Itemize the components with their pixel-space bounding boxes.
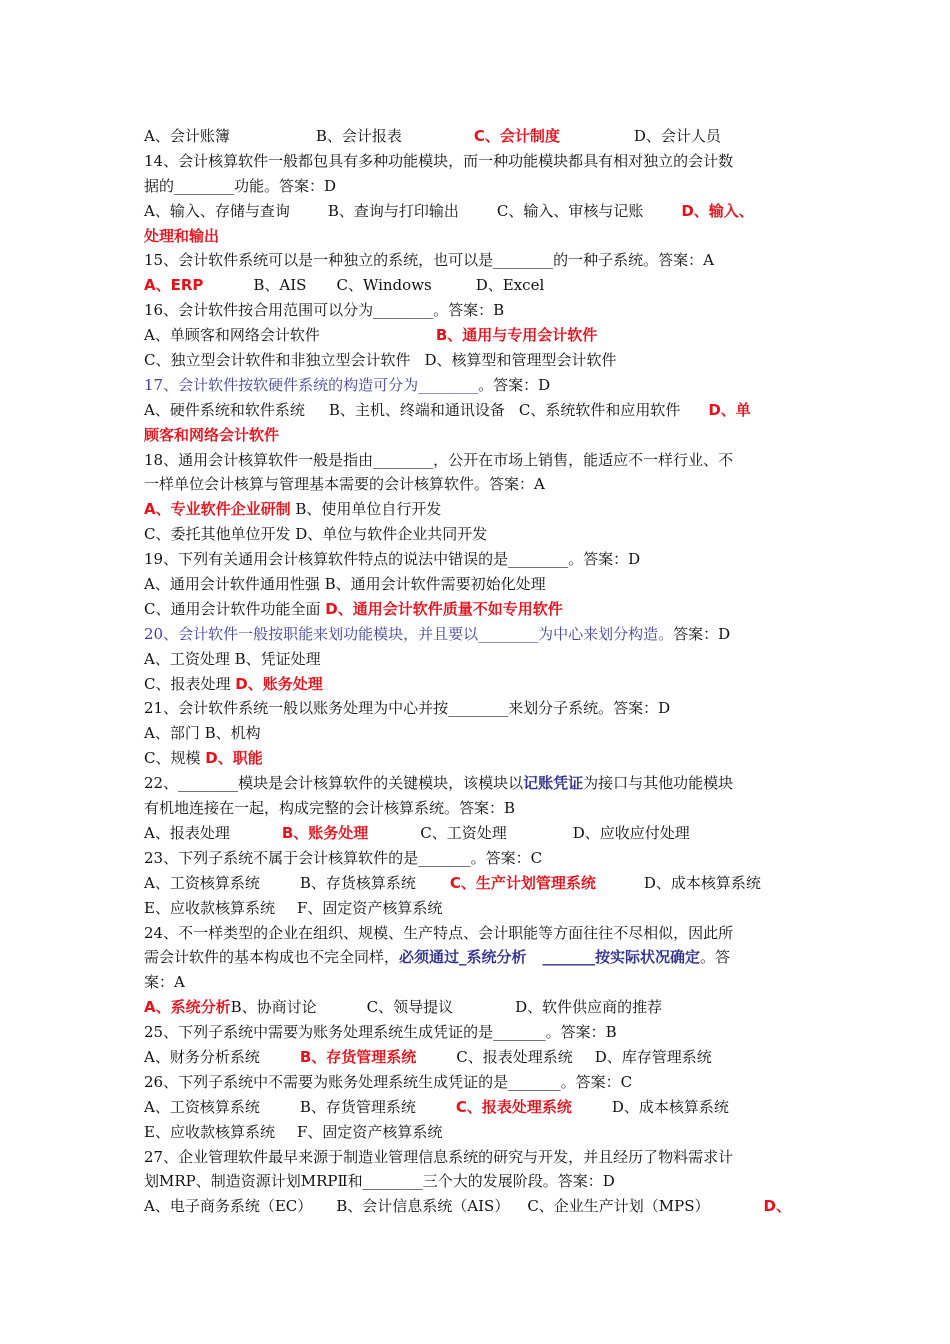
text-segment: 为接口与其他功能模块 — [583, 774, 734, 793]
text-line — [144, 821, 808, 846]
text-segment: C、系统软件和应用软件 — [518, 400, 681, 419]
text-segment: B、查询与打印输出 — [327, 201, 459, 220]
answer-highlight: D、账务处理 — [235, 674, 323, 693]
text-segment: A、输入、存储与查询 — [144, 201, 290, 220]
answer-highlight: C、生产计划管理系统 — [449, 873, 596, 892]
answer-highlight: A、系统分析 — [144, 998, 231, 1017]
text-line — [144, 771, 808, 796]
text-segment: 27、企业管理软件最早来源于制造业管理信息系统的研究与开发，并且经历了物料需求计 — [144, 1147, 734, 1166]
text-line — [144, 174, 808, 199]
text-segment: D、核算型和管理型会计软件 — [424, 351, 617, 370]
text-segment: B、会计信息系统（AIS） — [336, 1197, 510, 1216]
text-line — [144, 721, 808, 746]
text-line — [144, 423, 808, 448]
text-line — [144, 224, 808, 249]
text-line — [144, 298, 808, 323]
text-segment: F、固定资产核算系统 — [296, 1122, 443, 1141]
text-line — [144, 448, 808, 473]
text-segment: D、Excel — [475, 276, 545, 295]
text-segment: A、会计账簿 — [144, 127, 230, 145]
text-segment: C、通用会计软件功能全面 — [144, 599, 326, 618]
text-line — [144, 522, 808, 547]
text-segment: B、主机、终端和通讯设备 — [328, 400, 505, 419]
text-segment: B、使用单位自行开发 — [290, 500, 442, 519]
text-line — [144, 273, 808, 298]
text-line — [144, 373, 808, 398]
text-segment: B、存货管理系统 — [299, 1097, 416, 1116]
text-segment: 。答 — [700, 948, 731, 967]
text-segment: B、AIS — [253, 276, 307, 295]
text-segment: A、工资核算系统 — [144, 873, 260, 892]
text-line — [144, 572, 808, 597]
text-segment: 18、通用会计核算软件一般是指由________，公开在市场上销售，能适应不一样行业、不 — [144, 450, 734, 469]
text-segment: F、固定资产核算系统 — [296, 898, 443, 917]
text-segment: D、会计人员 — [633, 127, 721, 145]
text-line — [144, 323, 808, 348]
text-segment: C、领导提议 — [366, 998, 454, 1017]
text-line — [144, 921, 808, 946]
text-segment: C、Windows — [336, 276, 432, 295]
text-segment: 16、会计软件按合用范围可以分为________。答案：B — [144, 301, 505, 320]
text-segment: A、单顾客和网络会计软件 — [144, 326, 320, 345]
text-segment: C、工资处理 — [420, 823, 507, 842]
answer-highlight: C、会计制度 — [473, 127, 560, 145]
text-segment: A、工资处理 B、凭证处理 — [144, 649, 321, 668]
text-segment: 有机地连接在一起，构成完整的会计核算系统。答案：B — [144, 799, 516, 818]
text-line — [144, 1095, 808, 1120]
text-segment: A、硬件系统和软件系统 — [144, 400, 305, 419]
emphasis-text: 记账凭证 — [523, 774, 584, 793]
text-line — [144, 672, 808, 697]
text-line — [144, 472, 808, 497]
text-segment: C、规模 — [144, 749, 206, 768]
text-line — [144, 1194, 808, 1219]
text-line — [144, 348, 808, 373]
text-segment: A、报表处理 — [144, 823, 230, 842]
text-line — [144, 497, 808, 522]
text-segment: 26、下列子系统中不需要为账务处理系统生成凭证的是_______。答案：C — [144, 1072, 633, 1091]
text-segment: 据的________功能。答案：D — [144, 176, 337, 195]
text-segment: C、输入、审核与记账 — [496, 201, 644, 220]
text-segment: 14、会计核算软件一般都包具有多种功能模块，而一种功能模块都具有相对独立的会计数 — [144, 151, 734, 170]
text-segment: 21、会计软件系统一般以账务处理为中心并按________来划分子系统。答案：D — [144, 699, 671, 718]
text-line — [144, 248, 808, 273]
text-line — [144, 1169, 808, 1194]
emphasis-text: _______按实际状况确定 — [542, 948, 701, 967]
text-segment: D、库存管理系统 — [594, 1047, 712, 1066]
answer-highlight: 处理和输出 — [144, 226, 220, 245]
answer-highlight: 顾客和网络会计软件 — [144, 425, 280, 444]
text-line — [144, 796, 808, 821]
answer-highlight: A、专业软件企业研制 — [144, 500, 291, 519]
answer-highlight: B、通用与专用会计软件 — [435, 326, 598, 345]
text-segment: C、报表处理 — [144, 674, 236, 693]
text-segment: 22、________模块是会计核算软件的关键模块，该模块以 — [144, 774, 524, 793]
answer-highlight: D、职能 — [205, 749, 263, 768]
text-segment: A、通用会计软件通用性强 B、通用会计软件需要初始化处理 — [144, 575, 546, 594]
text-line — [144, 995, 808, 1020]
text-segment: 需会计软件的基本构成也不完全同样， — [144, 948, 400, 967]
document-page — [144, 124, 808, 1219]
text-segment: E、应收款核算系统 — [144, 898, 275, 917]
text-segment: A、部门 B、机构 — [144, 724, 261, 743]
text-segment: C、报表处理系统 — [456, 1047, 573, 1066]
text-line — [144, 970, 808, 995]
text-line — [144, 149, 808, 174]
text-segment: 23、下列子系统不属于会计核算软件的是_______。答案：C — [144, 848, 543, 867]
text-line — [144, 945, 808, 970]
answer-highlight: D、通用会计软件质量不如专用软件 — [325, 599, 563, 618]
text-line — [144, 696, 808, 721]
text-segment: C、委托其他单位开发 D、单位与软件企业共同开发 — [144, 525, 488, 544]
text-segment: B、存货核算系统 — [299, 873, 416, 892]
text-line — [144, 1045, 808, 1070]
text-line — [144, 871, 808, 896]
text-segment: B、会计报表 — [315, 127, 402, 145]
text-line — [144, 622, 808, 647]
text-segment: E、应收款核算系统 — [144, 1122, 275, 1141]
emphasis-text: 20、会计软件一般按职能来划功能模块，并且要以________为中心来划分构造。 — [144, 624, 674, 643]
emphasis-text: 17、 — [144, 375, 179, 394]
text-segment: 。答案：D — [478, 375, 551, 394]
text-segment: A、财务分析系统 — [144, 1047, 260, 1066]
text-segment: D、软件供应商的推荐 — [515, 998, 663, 1017]
text-segment: A、电子商务系统（EC） — [144, 1197, 313, 1216]
text-segment: D、成本核算系统 — [643, 873, 761, 892]
answer-highlight: B、存货管理系统 — [299, 1047, 417, 1066]
emphasis-text: 会计软件按软硬件系统的构造可分为________ — [178, 375, 479, 394]
text-segment: 24、不一样类型的企业在组织、规模、生产特点、会计职能等方面往往不尽相似，因此所 — [144, 923, 734, 942]
text-line — [144, 199, 808, 224]
text-segment: D、成本核算系统 — [611, 1097, 729, 1116]
text-segment: 案：A — [144, 973, 185, 992]
emphasis-text: 必须通过_系统分析 — [399, 948, 527, 967]
text-segment: 答案：D — [673, 624, 731, 643]
text-line — [144, 597, 808, 622]
text-line — [144, 1020, 808, 1045]
answer-highlight: A、ERP — [144, 276, 204, 295]
answer-highlight: C、报表处理系统 — [455, 1097, 572, 1116]
answer-highlight: B、账务处理 — [281, 823, 369, 842]
text-segment: C、独立型会计软件和非独立型会计软件 — [144, 351, 411, 370]
text-segment: D、应收应付处理 — [572, 823, 690, 842]
text-segment: B、协商讨论 — [230, 998, 317, 1017]
answer-highlight: D、单 — [708, 400, 751, 419]
text-line — [144, 1070, 808, 1095]
text-line — [144, 896, 808, 921]
text-line — [144, 124, 808, 149]
text-line — [144, 1145, 808, 1170]
text-line — [144, 846, 808, 871]
text-line — [144, 1120, 808, 1145]
text-segment: A、工资核算系统 — [144, 1097, 260, 1116]
answer-highlight: D、输入、 — [681, 201, 754, 220]
text-line — [144, 647, 808, 672]
text-line — [144, 398, 808, 423]
text-segment: 划MRP、制造资源计划MRPⅡ和________三个大的发展阶段。答案：D — [144, 1172, 615, 1191]
text-segment: 一样单位会计核算与管理基本需要的会计核算软件。答案：A — [144, 475, 545, 494]
text-segment: 19、下列有关通用会计核算软件特点的说法中错误的是________。答案：D — [144, 550, 641, 569]
answer-highlight: D、 — [763, 1197, 791, 1216]
text-segment: 25、下列子系统中需要为账务处理系统生成凭证的是_______。答案：B — [144, 1023, 617, 1042]
text-line — [144, 547, 808, 572]
text-segment: 15、会计软件系统可以是一种独立的系统，也可以是________的一种子系统。答案：A — [144, 251, 714, 270]
text-line — [144, 746, 808, 771]
text-segment: C、企业生产计划（MPS） — [527, 1197, 710, 1216]
